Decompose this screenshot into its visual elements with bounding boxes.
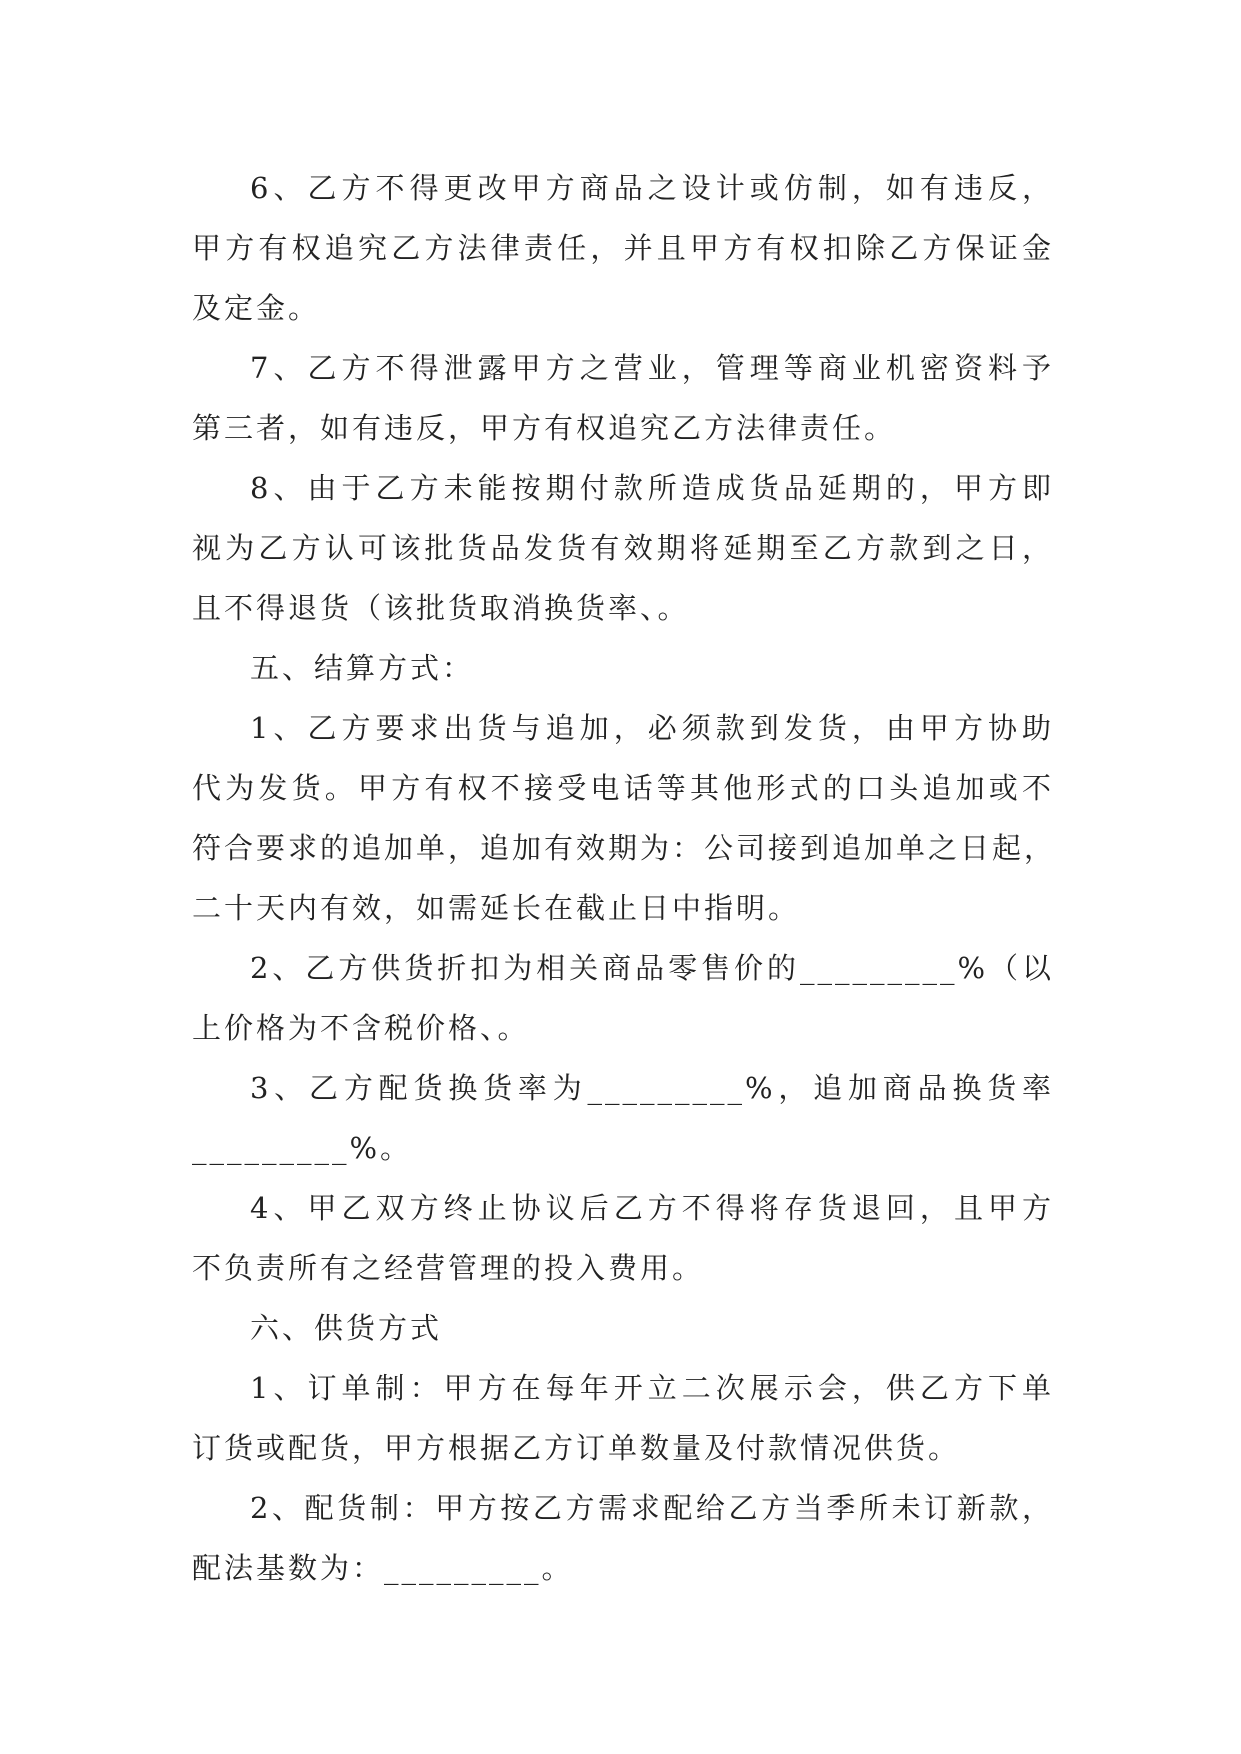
fill-in-blank: _________ xyxy=(192,1131,350,1165)
text-line xyxy=(192,1118,1054,1178)
text-line: 4、甲乙双方终止协议后乙方不得将存货退回，且甲方 xyxy=(250,1191,1054,1225)
text-line: 符合要求的追加单，追加有效期为：公司接到追加单之日起， xyxy=(192,831,1057,865)
text-line: 1、订单制：甲方在每年开立二次展示会，供乙方下单 xyxy=(250,1371,1054,1405)
text-line: 7、乙方不得泄露甲方之营业，管理等商业机密资料予 xyxy=(250,351,1054,385)
settlement-clause-2 xyxy=(192,938,1054,1058)
text-line: 第三者，如有违反，甲方有权追究乙方法律责任。 xyxy=(192,411,897,445)
text-line xyxy=(192,1538,1054,1598)
text-segment: %，追加商品换货率 xyxy=(745,1071,1054,1105)
settlement-clause-1 xyxy=(192,698,1057,938)
settlement-clause-3 xyxy=(192,1058,1054,1178)
text-line: 上价格为不含税价格、。 xyxy=(192,1011,530,1045)
clause-7 xyxy=(192,338,1054,458)
text-line: 及定金。 xyxy=(192,291,321,325)
text-line: 2、配货制：甲方按乙方需求配给乙方当季所未订新款， xyxy=(250,1491,1054,1525)
text-line: 1、乙方要求出货与追加，必须款到发货，由甲方协助 xyxy=(250,711,1054,745)
fill-in-blank: _________ xyxy=(384,1551,542,1585)
text-line: 8、由于乙方未能按期付款所造成货品延期的，甲方即 xyxy=(250,471,1054,505)
clause-8 xyxy=(192,458,1054,638)
text-line xyxy=(192,1058,1054,1118)
text-segment: 配法基数为： xyxy=(192,1551,385,1585)
text-line: 6、乙方不得更改甲方商品之设计或仿制，如有违反， xyxy=(250,171,1054,205)
text-line: 二十天内有效，如需延长在截止日中指明。 xyxy=(192,891,801,925)
text-segment: 3、乙方配货换货率为 xyxy=(250,1071,588,1105)
fill-in-blank: _________ xyxy=(800,951,958,985)
section-heading-supply: 六、供货方式 xyxy=(250,1311,443,1345)
text-line xyxy=(192,938,1054,998)
document-body xyxy=(192,158,1057,1598)
fill-in-blank: _________ xyxy=(587,1071,745,1105)
supply-clause-2 xyxy=(192,1478,1054,1598)
text-segment: 。 xyxy=(541,1551,574,1585)
settlement-clause-4 xyxy=(192,1178,1054,1298)
text-line: 视为乙方认可该批货品发货有效期将延期至乙方款到之日， xyxy=(192,531,1054,565)
text-line: 且不得退货（该批货取消换货率、。 xyxy=(192,591,690,625)
text-line: 不负责所有之经营管理的投入费用。 xyxy=(192,1251,705,1285)
text-segment: 2、乙方供货折扣为相关商品零售价的 xyxy=(250,951,800,985)
text-segment: %。 xyxy=(349,1131,413,1165)
text-line: 代为发货。甲方有权不接受电话等其他形式的口头追加或不 xyxy=(192,771,1054,805)
text-segment: %（以 xyxy=(957,951,1055,985)
clause-6 xyxy=(192,158,1054,338)
supply-clause-1 xyxy=(192,1358,1054,1478)
section-heading-settlement: 五、结算方式： xyxy=(250,651,475,685)
text-line: 甲方有权追究乙方法律责任，并且甲方有权扣除乙方保证金 xyxy=(192,231,1054,265)
text-line: 订货或配货，甲方根据乙方订单数量及付款情况供货。 xyxy=(192,1431,961,1465)
